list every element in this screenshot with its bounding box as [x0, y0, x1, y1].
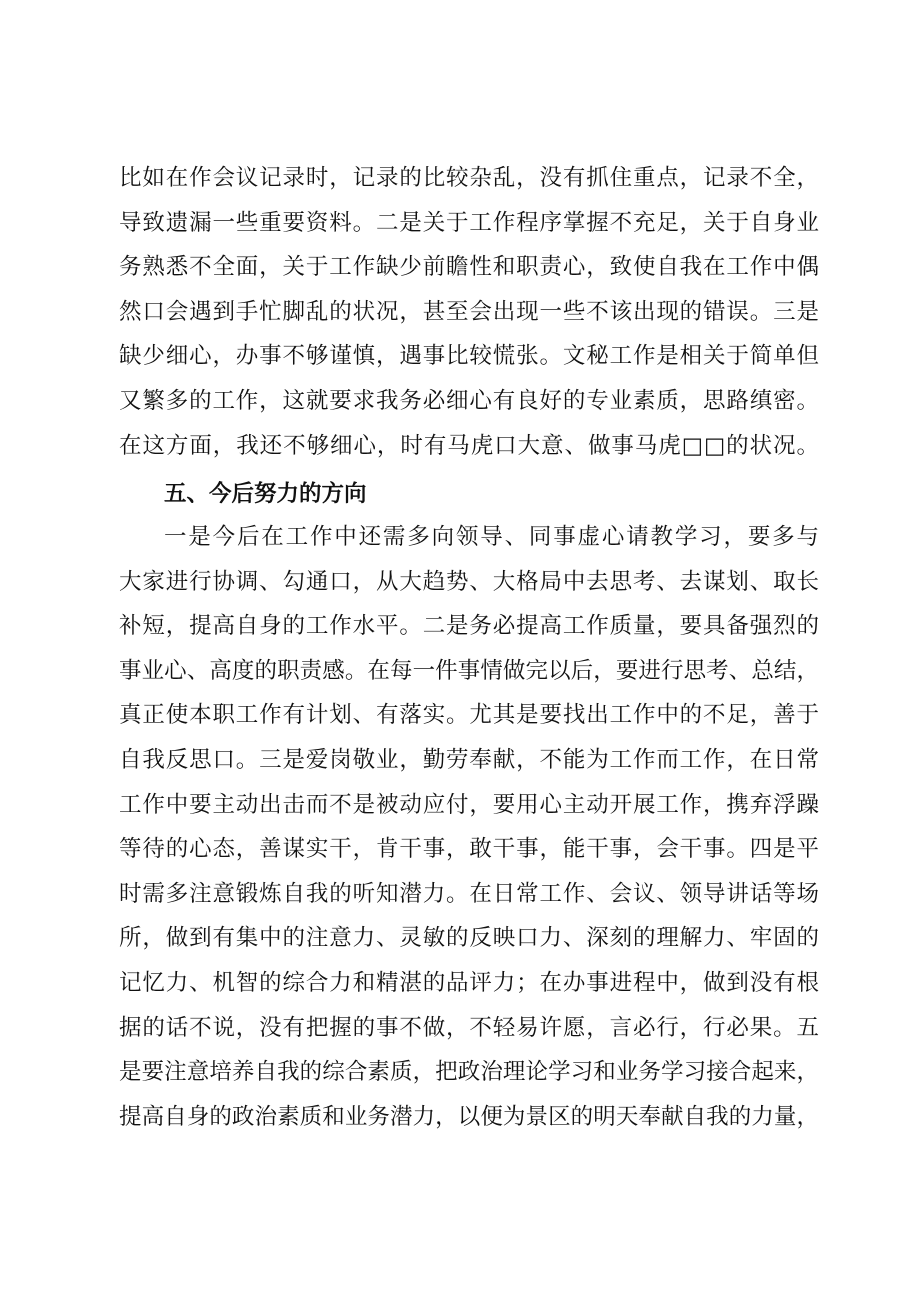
- text-line: 补短，提高自身的工作水平。二是务必提高工作质量，要具备强烈的: [119, 613, 819, 640]
- text-line: 缺少细心，办事不够谨慎，遇事比较慌张。文秘工作是相关于简单但: [119, 343, 819, 370]
- text-line: 务熟悉不全面，关于工作缺少前瞻性和职责心，致使自我在工作中偶: [119, 254, 819, 281]
- section-heading: 五、今后努力的方向: [164, 481, 367, 507]
- text-line: 真正使本职工作有计划、有落实。尤其是要找出工作中的不足，善于: [119, 702, 819, 729]
- text-line: 提高自身的政治素质和业务潜力，以便为景区的明天奉献自我的力量，: [119, 1103, 819, 1130]
- text-line: 在这方面，我还不够细心，时有马虎口大意、做事马虎□□的状况。: [119, 432, 819, 459]
- text-line: 然口会遇到手忙脚乱的状况，甚至会出现一些不该出现的错误。三是: [119, 298, 819, 325]
- text-line: 自我反思口。三是爱岗敬业，勤劳奉献，不能为工作而工作，在日常: [119, 746, 819, 773]
- text-line-indented: 一是今后在工作中还需多向领导、同事虚心请教学习，要多与: [164, 524, 819, 550]
- paragraph-continued: [119, 156, 819, 468]
- text-line: 时需多注意锻炼自我的听知潜力。在日常工作、会议、领导讲话等场: [119, 880, 819, 907]
- text-line: 记忆力、机智的综合力和精湛的品评力；在办事进程中，做到没有根: [119, 969, 819, 996]
- text-line: 事业心、高度的职责感。在每一件事情做完以后，要进行思考、总结，: [119, 657, 819, 684]
- text-line: 导致遗漏一些重要资料。二是关于工作程序掌握不充足，关于自身业: [119, 209, 819, 236]
- paragraph-section5: [119, 515, 819, 1139]
- text-line: 是要注意培养自我的综合素质，把政治理论学习和业务学习接合起来，: [119, 1059, 819, 1086]
- text-line: 据的话不说，没有把握的事不做，不轻易许愿，言必行，行必果。五: [119, 1014, 819, 1041]
- text-line: 所，做到有集中的注意力、灵敏的反映口力、深刻的理解力、牢固的: [119, 925, 819, 952]
- text-line: 等待的心态，善谋实干，肯干事，敢干事，能干事，会干事。四是平: [119, 836, 819, 863]
- text-line: 大家进行协调、勾通口，从大趋势、大格局中去思考、去谋划、取长: [119, 568, 819, 595]
- text-line: 工作中要主动出击而不是被动应付，要用心主动开展工作，携弃浮躁: [119, 791, 819, 818]
- text-line: 又繁多的工作，这就要求我务必细心有良好的专业素质，思路缜密。: [119, 387, 819, 414]
- text-line: 比如在作会议记录时，记录的比较杂乱，没有抓住重点，记录不全，: [119, 165, 819, 191]
